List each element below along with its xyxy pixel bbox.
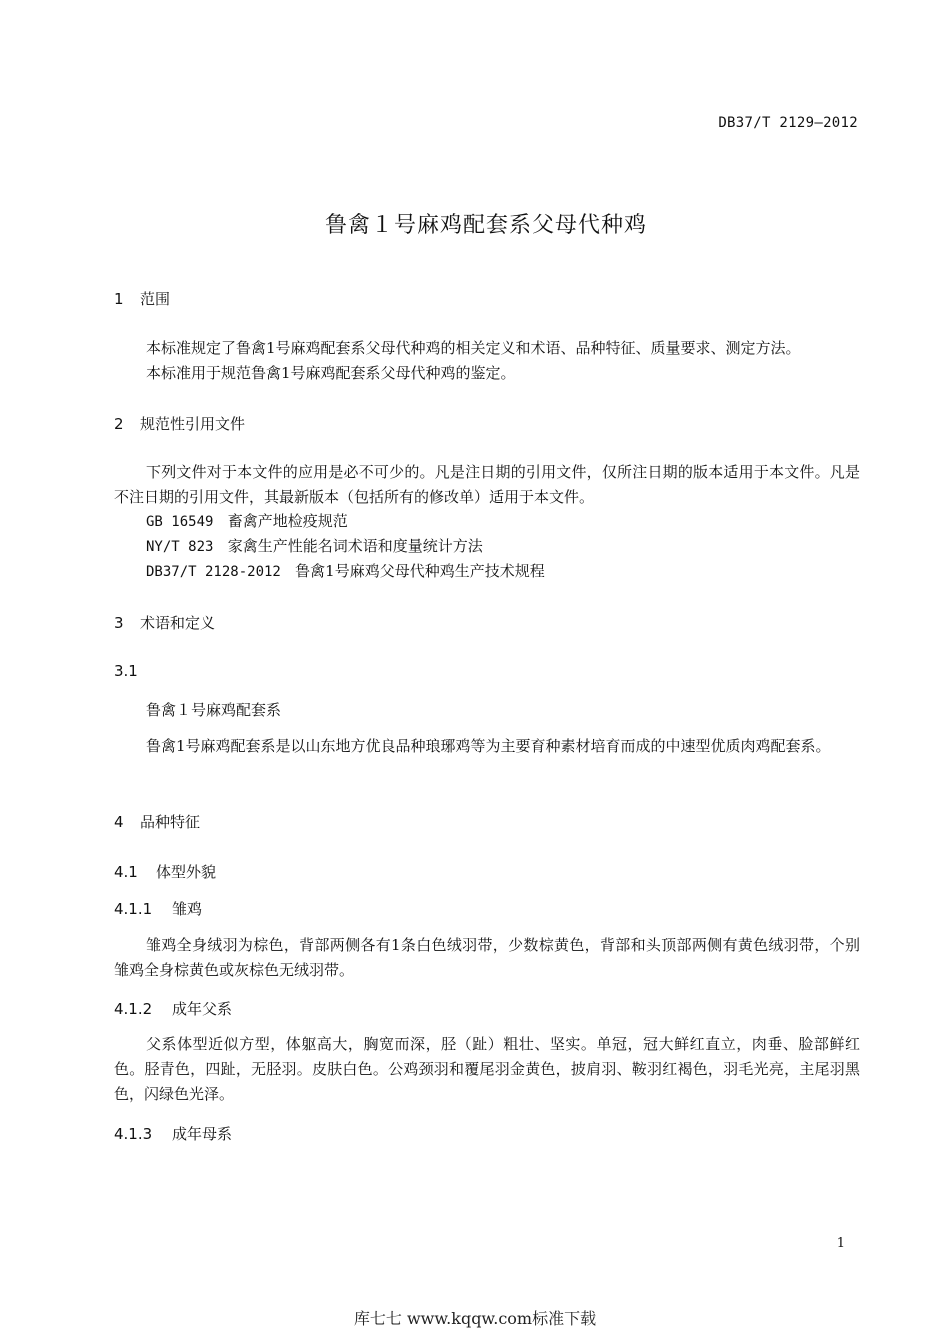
document-title: 鲁禽１号麻鸡配套系父母代种鸡 (324, 213, 647, 238)
subsection-number: 3.1 (114, 662, 138, 680)
subsection-heading-adult-female-line (114, 1123, 232, 1144)
male-line-description: 父系体型近似方型，体躯高大，胸宽而深，胫（趾）粗壮、坚实。单冠，冠大鲜红直立，肉垂、脸部鲜红色。胫青色，四趾，无胫羽。皮肤白色。公鸡颈羽和覆尾羽金黄色，披肩羽、鞍羽红褐色，羽毛光亮，主尾羽黑色，闪绿色光泽。 (114, 1035, 860, 1103)
reference-code: NY/T 823 (146, 539, 214, 555)
section-heading-normative-references (114, 413, 245, 434)
section-title: 成年父系 (172, 1000, 233, 1018)
footer-watermark: 库七七 www.kqqw.com标准下载 (353, 1309, 597, 1328)
reference-item (146, 560, 545, 581)
section-title: 雏鸡 (172, 900, 203, 918)
page-number: 1 (836, 1236, 845, 1251)
scope-paragraph-1: 本标准规定了鲁禽1号麻鸡配套系父母代种鸡的相关定义和术语、品种特征、质量要求、测定方法。 (146, 339, 801, 357)
term-definition: 鲁禽1号麻鸡配套系是以山东地方优良品种琅琊鸡等为主要育种素材培育而成的中速型优质肉鸡配套系。 (146, 737, 831, 755)
standard-code: DB37/T 2129—2012 (718, 115, 858, 131)
section-title: 品种特征 (140, 813, 201, 831)
reference-name: 畜禽产地检疫规范 (227, 512, 348, 530)
section-number: 4 (114, 813, 124, 831)
section-heading-scope (114, 288, 170, 309)
section-number: 1 (114, 290, 124, 308)
section-number: 4.1.3 (114, 1125, 153, 1143)
term-name: 鲁禽１号麻鸡配套系 (146, 701, 282, 719)
subsection-heading-appearance (114, 861, 216, 882)
section-title: 成年母系 (172, 1125, 233, 1143)
section-heading-breed-characteristics (114, 811, 200, 832)
section-title: 范围 (140, 290, 171, 308)
reference-code: DB37/T 2128-2012 (146, 564, 281, 580)
references-paragraph: 下列文件对于本文件的应用是必不可少的。凡是注日期的引用文件，仅所注日期的版本适用于本文件。凡是不注日期的引用文件，其最新版本（包括所有的修改单）适用于本文件。 (114, 463, 860, 506)
section-number: 4.1.1 (114, 900, 153, 918)
reference-item (146, 535, 483, 556)
section-number: 2 (114, 415, 124, 433)
reference-code: GB 16549 (146, 514, 214, 530)
section-number: 3 (114, 614, 124, 632)
subsection-heading-chicks (114, 898, 202, 919)
reference-name: 家禽生产性能名词术语和度量统计方法 (227, 537, 483, 555)
reference-item (146, 510, 348, 531)
section-number: 4.1 (114, 863, 138, 881)
subsection-heading-adult-male-line (114, 998, 232, 1019)
chicks-description: 雏鸡全身绒羽为棕色，背部两侧各有1条白色绒羽带，少数棕黄色，背部和头顶部两侧有黄色绒羽带，个别雏鸡全身棕黄色或灰棕色无绒羽带。 (114, 936, 860, 979)
scope-paragraph-2: 本标准用于规范鲁禽1号麻鸡配套系父母代种鸡的鉴定。 (146, 364, 516, 382)
section-title: 术语和定义 (140, 614, 216, 632)
section-title: 体型外貌 (156, 863, 217, 881)
reference-name: 鲁禽1号麻鸡父母代种鸡生产技术规程 (295, 562, 545, 580)
section-heading-terms (114, 612, 215, 633)
section-title: 规范性引用文件 (140, 415, 246, 433)
section-number: 4.1.2 (114, 1000, 153, 1018)
